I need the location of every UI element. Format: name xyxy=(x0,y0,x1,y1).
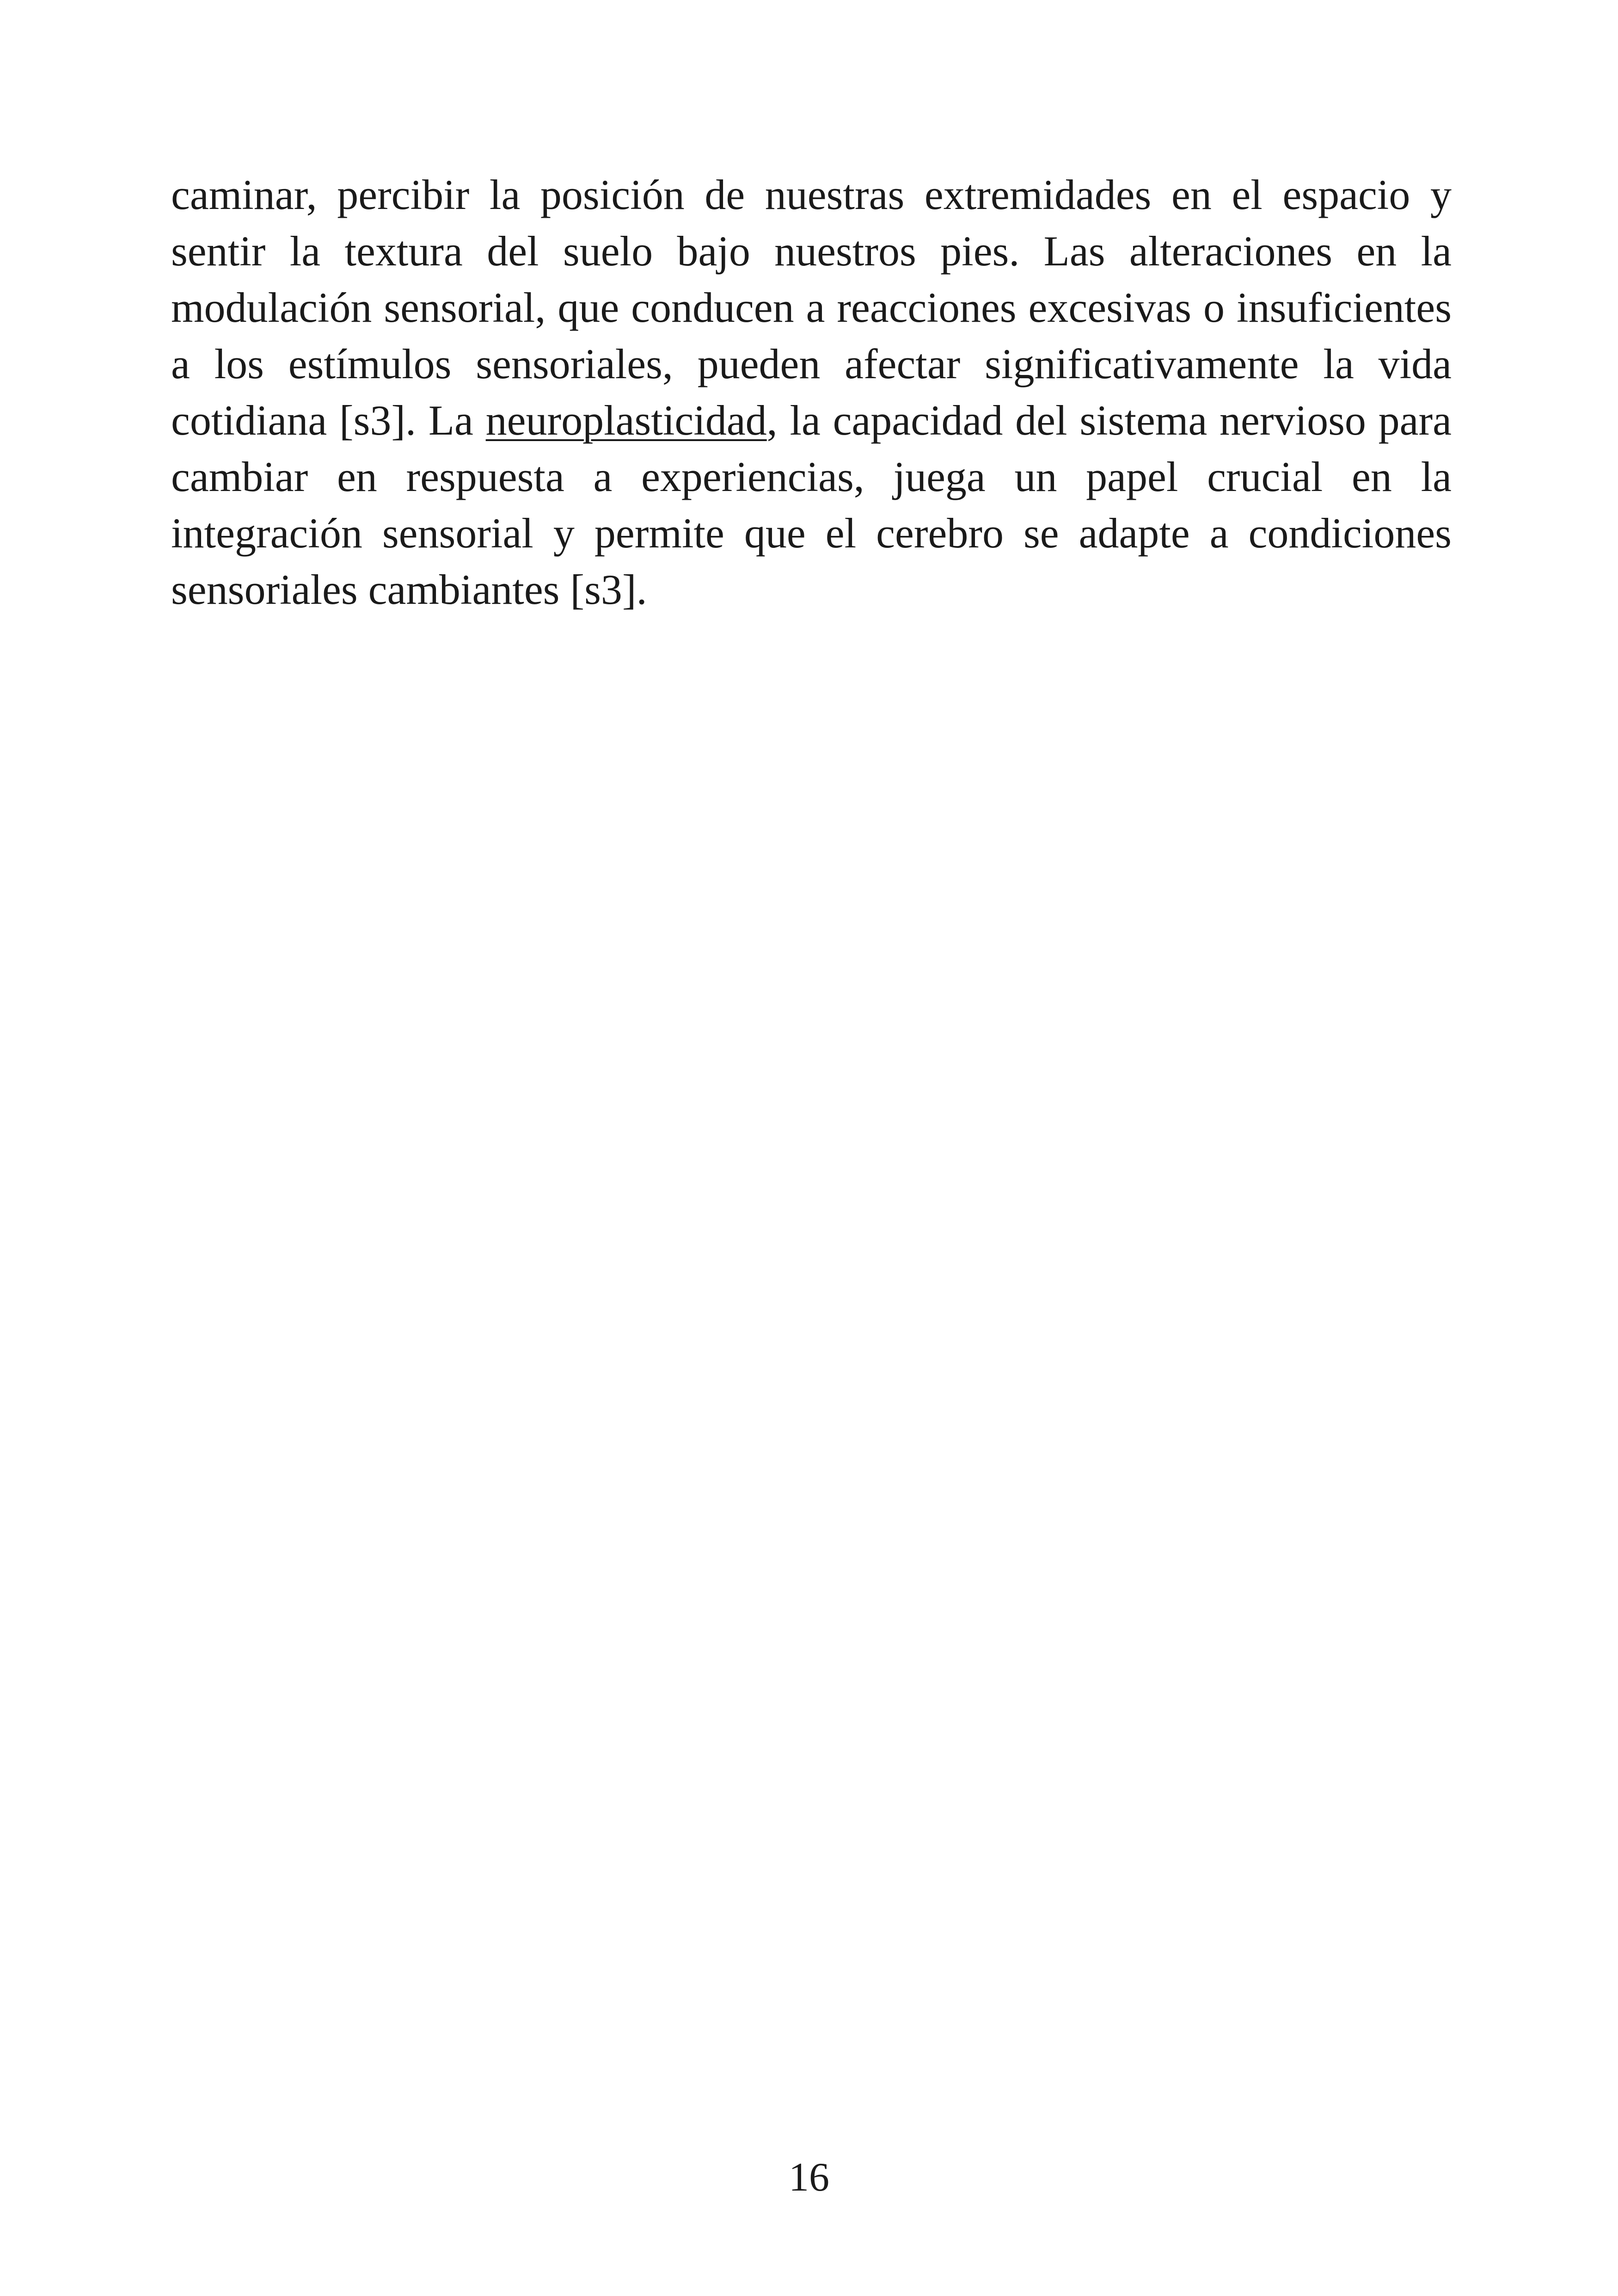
body-paragraph xyxy=(171,166,1452,618)
paragraph-text-end: , la capacidad del sistema nervioso para cambiar en respuesta a experiencias, juega un papel crucial en la integración sensorial y permite que el cerebro se adapte a condiciones sensoriales cambiantes [s3]. xyxy=(171,397,1452,613)
page-number: 16 xyxy=(789,2155,829,2200)
underlined-term-neuroplasticidad: neuroplasticidad xyxy=(485,397,767,444)
paragraph-text-start: caminar, percibir la posición de nuestras extremidades en el espacio y sentir la textura del suelo bajo nuestros pies. Las alteraciones en la modulación sensorial, que conducen a reacciones excesivas o insuficientes a los estímulos sensoriales, pueden afectar significativamente la vida cotidiana [s3]. La xyxy=(171,171,1452,444)
